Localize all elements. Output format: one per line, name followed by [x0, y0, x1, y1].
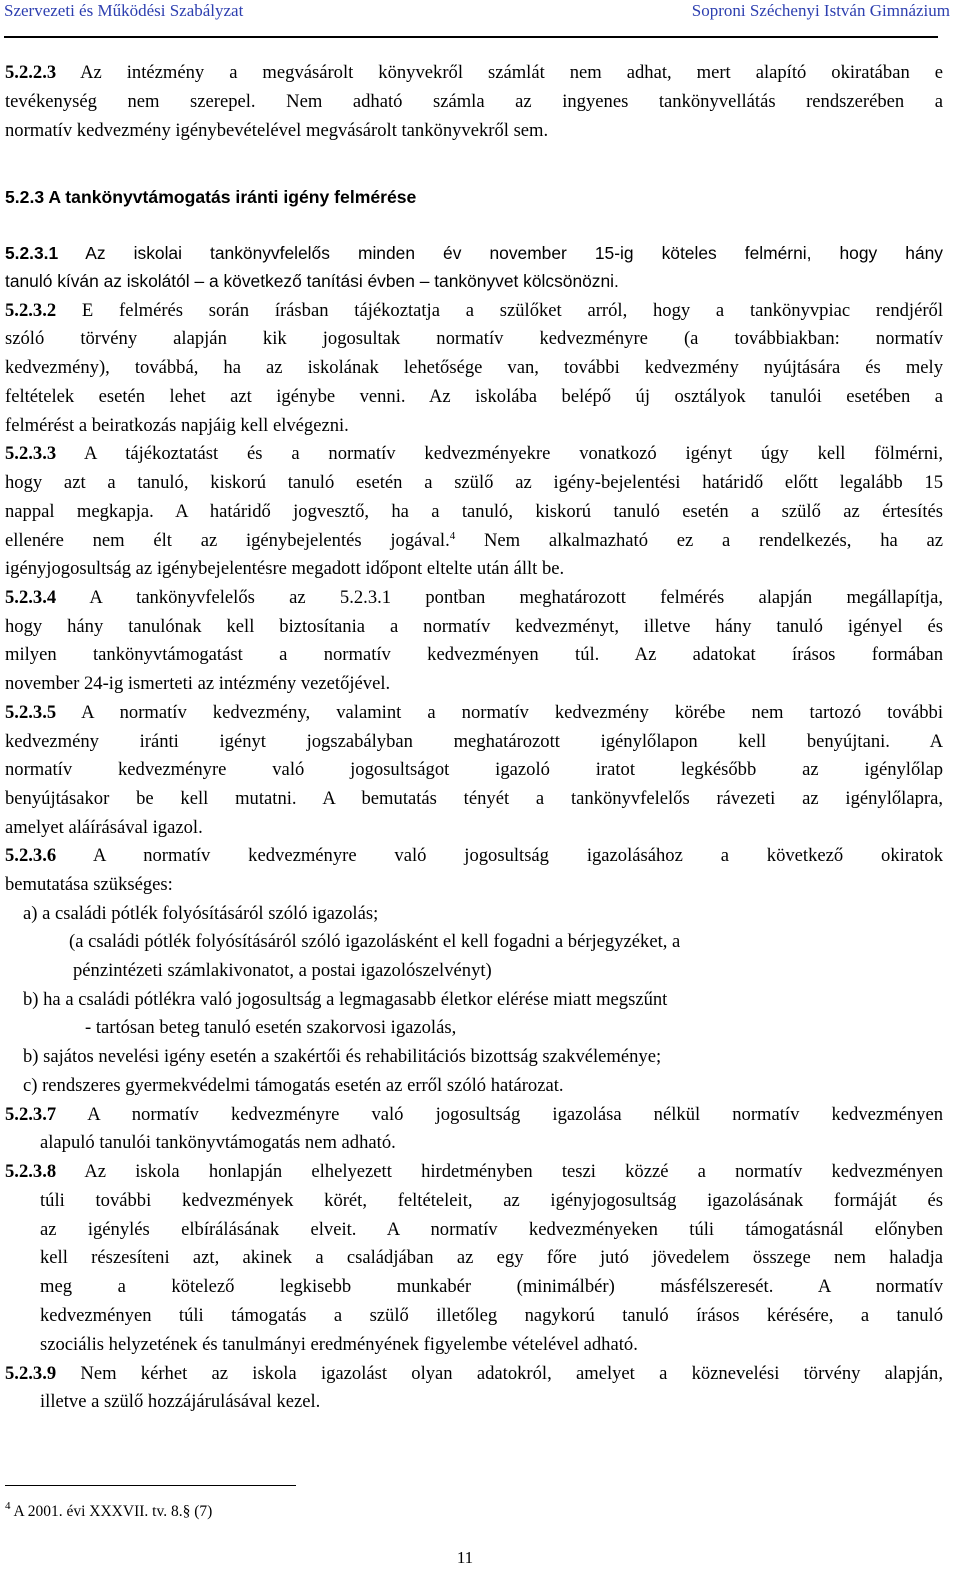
paragraph-5-2-2-3-line	[5, 60, 943, 86]
paragraph-5-2-3-4-line: november 24-ig ismerteti az intézmény vezetőjével.	[5, 673, 391, 694]
list-item-b: b) ha a családi pótlékra való jogosultság a legmagasabb életkor elérése miatt megszűnt	[23, 989, 668, 1010]
header-rule	[4, 36, 938, 38]
paragraph-5-2-3-8-line	[5, 1159, 943, 1185]
paragraph-number: 5.2.3.9	[5, 1363, 57, 1384]
list-item-b-sub: - tartósan beteg tanuló esetén szakorvosi igazolás,	[85, 1017, 457, 1038]
paragraph-text: Az iskola honlapján elhelyezett hirdetményben teszi közzé a normatív kedvezményen	[56, 1161, 943, 1182]
paragraph-5-2-3-8-line: meg a kötelező legkisebb munkabér (minimálbér) másfélszeresét. A normatív	[40, 1276, 943, 1297]
list-item-a-note: pénzintézeti számlakivonatot, a postai igazolószelvényt)	[73, 960, 492, 981]
paragraph-5-2-3-8-line: kell részesíteni azt, akinek a családjában az egy főre jutó jövedelem összege nem haladja	[40, 1247, 943, 1268]
paragraph-5-2-3-8-line: kedvezményen túli támogatás a szülő illetőleg nagykorú tanuló írásos kérésére, a tanuló	[40, 1305, 943, 1326]
footnote-text: A 2001. évi XXXVII. tv. 8.§ (7)	[10, 1503, 213, 1520]
page-number: 11	[456, 1548, 474, 1567]
paragraph-text: A tankönyvfelelős az 5.2.3.1 pontban meghatározott felmérés alapján megállapítja,	[56, 587, 943, 608]
paragraph-text: Az iskolai tankönyvfelelős minden év november 15-ig köteles felmérni, hogy hány	[58, 243, 943, 263]
paragraph-number: 5.2.3.4	[5, 587, 57, 608]
paragraph-5-2-3-5-line: kedvezmény iránti igényt jogszabályban meghatározott igénylőlapon kell benyújtani. A	[5, 731, 943, 752]
paragraph-5-2-3-7-line: alapuló tanulói tankönyvtámogatás nem adható.	[40, 1132, 396, 1153]
paragraph-5-2-3-3-line	[5, 528, 943, 554]
paragraph-5-2-3-6-line: bemutatása szükséges:	[5, 874, 173, 895]
section-heading: 5.2.3 A tankönyvtámogatás iránti igény felmérése	[5, 187, 417, 207]
paragraph-5-2-3-9-line: illetve a szülő hozzájárulásával kezel.	[40, 1391, 321, 1412]
paragraph-5-2-3-5-line: benyújtásakor be kell mutatni. A bemutatás tényét a tankönyvfelelős rávezeti az igénylőlapra,	[5, 788, 943, 809]
paragraph-5-2-2-3-line: normatív kedvezmény igénybevételével megvásárolt tankönyvekről sem.	[5, 120, 549, 141]
paragraph-number: 5.2.2.3	[5, 62, 57, 83]
paragraph-number: 5.2.3.7	[5, 1104, 57, 1125]
paragraph-5-2-3-5-line: amelyet aláírásával igazol.	[5, 817, 203, 838]
paragraph-text: A normatív kedvezményre való jogosultság igazolásához a következő okiratok	[56, 845, 943, 866]
paragraph-text: ellenére nem élt az igénybejelentés jogával.	[5, 530, 450, 551]
paragraph-number: 5.2.3.2	[5, 300, 57, 321]
paragraph-5-2-3-4-line: milyen tankönyvtámogatást a normatív kedvezményen túl. Az adatokat írásos formában	[5, 644, 943, 665]
footnote-mark: 4	[5, 1500, 11, 1512]
paragraph-5-2-3-3-line: igényjogosultság az igénybejelentésre megadott időpont eltelte után állt be.	[5, 558, 565, 579]
paragraph-5-2-3-4-line: hogy hány tanulónak kell biztosítania a normatív kedvezményt, illetve hány tanuló igényel és	[5, 616, 943, 637]
paragraph-5-2-3-1-line	[5, 240, 943, 266]
paragraph-5-2-3-2-line: szóló törvény alapján kik jogosultak normatív kedvezményre (a továbbiakban: normatív	[5, 328, 943, 349]
paragraph-5-2-3-3-line: nappal megkapja. A határidő jogvesztő, ha a tanuló, kiskorú tanuló esetén a szülő az értesítés	[5, 501, 943, 522]
paragraph-5-2-3-2-line: felmérést a beiratkozás napjáig kell elvégezni.	[5, 415, 349, 436]
paragraph-5-2-3-2-line	[5, 298, 943, 324]
paragraph-number: 5.2.3.1	[5, 243, 59, 263]
paragraph-text: Nem alkalmazható ez a rendelkezés, ha az	[455, 530, 944, 551]
paragraph-text: A normatív kedvezményre való jogosultság igazolása nélkül normatív kedvezményen	[56, 1104, 943, 1125]
paragraph-number: 5.2.3.8	[5, 1161, 57, 1182]
header-right: Soproni Széchenyi István Gimnázium	[691, 1, 950, 20]
paragraph-5-2-3-1-line: tanuló kíván az iskolától – a következő tanítási évben – tankönyvet kölcsönözni.	[5, 271, 619, 291]
paragraph-5-2-3-9-line	[5, 1361, 943, 1387]
paragraph-5-2-3-7-line	[5, 1102, 943, 1128]
page-header	[0, 0, 960, 40]
paragraph-number: 5.2.3.5	[5, 702, 57, 723]
paragraph-5-2-3-2-line: kedvezmény), továbbá, ha az iskolának lehetősége van, további kedvezmény nyújtására és mely	[5, 357, 943, 378]
list-item-a: a) a családi pótlék folyósításáról szóló igazolás;	[23, 903, 379, 924]
paragraph-5-2-3-5-line: normatív kedvezményre való jogosultságot igazoló iratot legkésőbb az igénylőlap	[5, 759, 943, 780]
list-item-c: c) rendszeres gyermekvédelmi támogatás esetén az erről szóló határozat.	[23, 1075, 564, 1096]
paragraph-5-2-3-8-line: szociális helyzetének és tanulmányi eredményének figyelembe vételével adható.	[40, 1334, 638, 1355]
header-left: Szervezeti és Működési Szabályzat	[4, 1, 244, 20]
list-item-b: b) sajátos nevelési igény esetén a szakértői és rehabilitációs bizottság szakvéleménye;	[23, 1046, 662, 1067]
paragraph-text: A normatív kedvezmény, valamint a normatív kedvezmény körébe nem tartozó további	[56, 702, 943, 723]
paragraph-text: A tájékoztatást és a normatív kedvezményekre vonatkozó igényt úgy kell fölmérni,	[56, 443, 943, 464]
paragraph-5-2-3-3-line	[5, 441, 943, 467]
paragraph-number: 5.2.3.6	[5, 845, 57, 866]
paragraph-text: E felmérés során írásban tájékoztatja a szülőket arról, hogy a tankönyvpiac rendjéről	[56, 300, 943, 321]
paragraph-5-2-2-3-line: tevékenység nem szerepel. Nem adható számla az ingyenes tankönyvellátás rendszerében a	[5, 91, 943, 112]
paragraph-5-2-3-8-line: túli további kedvezmények körét, feltételeit, az igényjogosultság igazolásának formáját és	[40, 1190, 943, 1211]
paragraph-text: Az intézmény a megvásárolt könyvekről számlát nem adhat, mert alapító okiratában e	[56, 62, 943, 83]
paragraph-5-2-3-3-line: hogy azt a tanuló, kiskorú tanuló esetén a szülő az igény-bejelentési határidő előtt legalább 15	[5, 472, 943, 493]
paragraph-5-2-3-8-line: az igénylés elbírálásának elveit. A normatív kedvezményeken túli támogatásnál előnyben	[40, 1219, 943, 1240]
footnote-separator	[5, 1485, 296, 1486]
footnote-reference[interactable]: 4	[449, 530, 456, 542]
footnote	[5, 1500, 212, 1524]
paragraph-text: Nem kérhet az iskola igazolást olyan adatokról, amelyet a köznevelési törvény alapján,	[56, 1363, 943, 1384]
list-item-a-note: (a családi pótlék folyósításáról szóló igazolásként el kell fogadni a bérjegyzéket, a	[69, 931, 681, 952]
paragraph-number: 5.2.3.3	[5, 443, 57, 464]
paragraph-5-2-3-6-line	[5, 843, 943, 869]
paragraph-5-2-3-5-line	[5, 700, 943, 726]
paragraph-5-2-3-2-line: feltételek esetén lehet azt igénybe venni. Az iskolába belépő új osztályok tanulói esetében a	[5, 386, 943, 407]
paragraph-5-2-3-4-line	[5, 585, 943, 611]
